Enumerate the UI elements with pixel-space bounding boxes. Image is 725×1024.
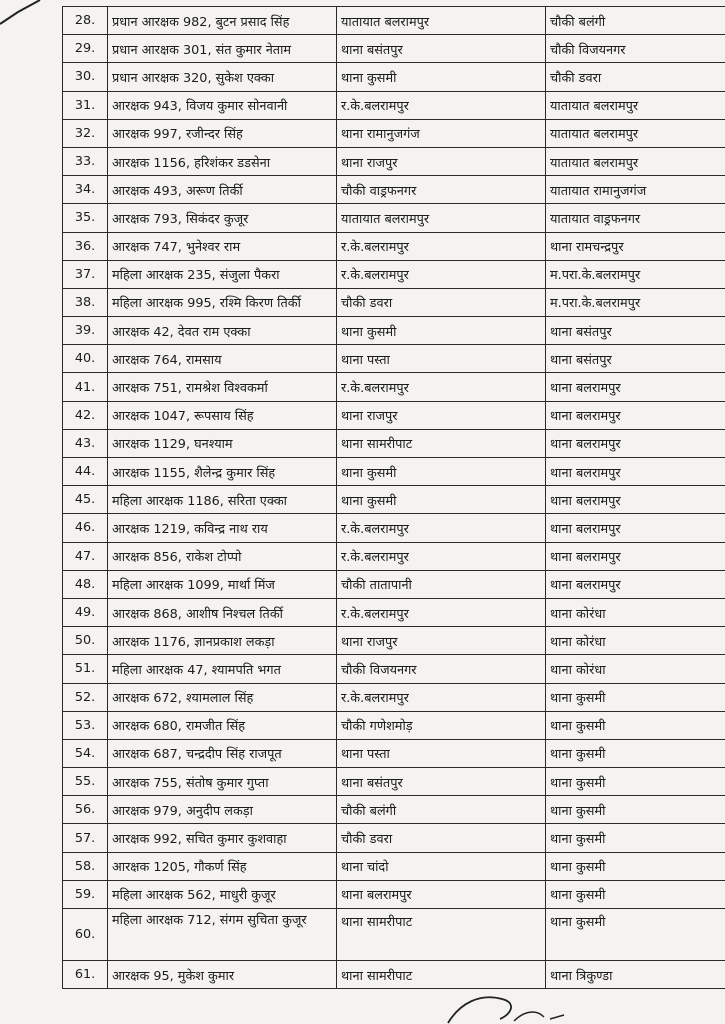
serial-number-cell: 44. xyxy=(63,458,108,486)
current-posting-cell: र.के.बलरामपुर xyxy=(337,542,546,570)
new-posting-cell: थाना बलरामपुर xyxy=(546,429,725,457)
table-row xyxy=(63,909,725,961)
serial-number-cell: 50. xyxy=(63,627,108,655)
current-posting-cell: चौकी गणेशमोड़ xyxy=(337,711,546,739)
serial-number-cell: 29. xyxy=(63,35,108,63)
table-row xyxy=(63,627,725,655)
table-row xyxy=(63,260,725,288)
new-posting-cell: थाना कुसमी xyxy=(546,739,725,767)
employee-name-cell: आरक्षक 755, संतोष कुमार गुप्ता xyxy=(108,768,337,796)
employee-name-cell: आरक्षक 1129, घनश्याम xyxy=(108,429,337,457)
current-posting-cell: थाना कुसमी xyxy=(337,63,546,91)
serial-number-cell: 36. xyxy=(63,232,108,260)
new-posting-cell: थाना कुसमी xyxy=(546,711,725,739)
new-posting-cell: थाना बसंतपुर xyxy=(546,317,725,345)
new-posting-cell: चौकी बलंगी xyxy=(546,7,725,35)
serial-number-cell: 40. xyxy=(63,345,108,373)
serial-number-cell: 34. xyxy=(63,176,108,204)
current-posting-cell: चौकी बलंगी xyxy=(337,796,546,824)
employee-name-cell: आरक्षक 793, सिकंदर कुजूर xyxy=(108,204,337,232)
new-posting-cell: थाना बलरामपुर xyxy=(546,373,725,401)
serial-number-cell: 37. xyxy=(63,260,108,288)
current-posting-cell: थाना राजपुर xyxy=(337,627,546,655)
employee-name-cell: आरक्षक 751, रामश्रेश विश्वकर्मा xyxy=(108,373,337,401)
new-posting-cell: यातायात बलरामपुर xyxy=(546,119,725,147)
serial-number-cell: 46. xyxy=(63,514,108,542)
current-posting-cell: थाना चांदो xyxy=(337,852,546,880)
new-posting-cell: थाना बलरामपुर xyxy=(546,514,725,542)
current-posting-cell: थाना पस्ता xyxy=(337,345,546,373)
table-row xyxy=(63,91,725,119)
employee-name-cell: आरक्षक 764, रामसाय xyxy=(108,345,337,373)
current-posting-cell: र.के.बलरामपुर xyxy=(337,514,546,542)
serial-number-cell: 49. xyxy=(63,598,108,626)
employee-name-cell: आरक्षक 95, मुकेश कुमार xyxy=(108,961,337,989)
new-posting-cell: थाना त्रिकुण्डा xyxy=(546,961,725,989)
table-row xyxy=(63,739,725,767)
serial-number-cell: 45. xyxy=(63,486,108,514)
table-row xyxy=(63,514,725,542)
current-posting-cell: थाना कुसमी xyxy=(337,458,546,486)
current-posting-cell: थाना बसंतपुर xyxy=(337,768,546,796)
current-posting-cell: र.के.बलरामपुर xyxy=(337,260,546,288)
serial-number-cell: 35. xyxy=(63,204,108,232)
new-posting-cell: यातायात बलरामपुर xyxy=(546,147,725,175)
current-posting-cell: थाना राजपुर xyxy=(337,147,546,175)
new-posting-cell: थाना कुसमी xyxy=(546,880,725,908)
employee-name-cell: आरक्षक 493, अरूण तिर्की xyxy=(108,176,337,204)
current-posting-cell: थाना कुसमी xyxy=(337,317,546,345)
serial-number-cell: 55. xyxy=(63,768,108,796)
table-row xyxy=(63,7,725,35)
table-row xyxy=(63,542,725,570)
employee-name-cell: आरक्षक 856, राकेश टोप्पो xyxy=(108,542,337,570)
table-row xyxy=(63,176,725,204)
table-row xyxy=(63,147,725,175)
serial-number-cell: 42. xyxy=(63,401,108,429)
serial-number-cell: 52. xyxy=(63,683,108,711)
new-posting-cell: यातायात वाड्रफनगर xyxy=(546,204,725,232)
serial-number-cell: 57. xyxy=(63,824,108,852)
serial-number-cell: 43. xyxy=(63,429,108,457)
table-row xyxy=(63,486,725,514)
employee-name-cell: महिला आरक्षक 995, रश्मि किरण तिर्की xyxy=(108,288,337,316)
current-posting-cell: र.के.बलरामपुर xyxy=(337,373,546,401)
employee-name-cell: आरक्षक 747, भुनेश्वर राम xyxy=(108,232,337,260)
employee-name-cell: आरक्षक 979, अनुदीप लकड़ा xyxy=(108,796,337,824)
current-posting-cell: र.के.बलरामपुर xyxy=(337,91,546,119)
current-posting-cell: चौकी वाड्रफनगर xyxy=(337,176,546,204)
serial-number-cell: 58. xyxy=(63,852,108,880)
employee-name-cell: आरक्षक 1176, ज्ञानप्रकाश लकड़ा xyxy=(108,627,337,655)
employee-name-cell: प्रधान आरक्षक 320, सुकेश एक्का xyxy=(108,63,337,91)
serial-number-cell: 30. xyxy=(63,63,108,91)
serial-number-cell: 51. xyxy=(63,655,108,683)
new-posting-cell: थाना कुसमी xyxy=(546,796,725,824)
serial-number-cell: 28. xyxy=(63,7,108,35)
employee-name-cell: आरक्षक 868, आशीष निश्चल तिर्की xyxy=(108,598,337,626)
serial-number-cell: 33. xyxy=(63,147,108,175)
current-posting-cell: चौकी डवरा xyxy=(337,288,546,316)
serial-number-cell: 61. xyxy=(63,961,108,989)
new-posting-cell: थाना कोरंधा xyxy=(546,655,725,683)
current-posting-cell: थाना पस्ता xyxy=(337,739,546,767)
new-posting-cell: थाना कुसमी xyxy=(546,768,725,796)
current-posting-cell: चौकी तातापानी xyxy=(337,570,546,598)
new-posting-cell: थाना कुसमी xyxy=(546,824,725,852)
employee-name-cell: महिला आरक्षक 47, श्यामपति भगत xyxy=(108,655,337,683)
new-posting-cell: यातायात बलरामपुर xyxy=(546,91,725,119)
new-posting-cell: यातायात रामानुजगंज xyxy=(546,176,725,204)
table-row xyxy=(63,458,725,486)
new-posting-cell: थाना कुसमी xyxy=(546,909,725,961)
new-posting-cell: थाना बलरामपुर xyxy=(546,486,725,514)
new-posting-cell: थाना कुसमी xyxy=(546,683,725,711)
table-row xyxy=(63,401,725,429)
employee-name-cell: महिला आरक्षक 562, माधुरी कुजूर xyxy=(108,880,337,908)
serial-number-cell: 48. xyxy=(63,570,108,598)
table-row xyxy=(63,655,725,683)
employee-name-cell: आरक्षक 1047, रूपसाय सिंह xyxy=(108,401,337,429)
employee-name-cell: आरक्षक 680, रामजीत सिंह xyxy=(108,711,337,739)
current-posting-cell: थाना सामरीपाट xyxy=(337,961,546,989)
new-posting-cell: म.परा.के.बलरामपुर xyxy=(546,260,725,288)
table-row xyxy=(63,429,725,457)
serial-number-cell: 39. xyxy=(63,317,108,345)
new-posting-cell: थाना कोरंधा xyxy=(546,627,725,655)
employee-name-cell: आरक्षक 1205, गौकर्ण सिंह xyxy=(108,852,337,880)
table-row xyxy=(63,796,725,824)
table-row xyxy=(63,345,725,373)
table-row xyxy=(63,232,725,260)
new-posting-cell: थाना कुसमी xyxy=(546,852,725,880)
employee-name-cell: प्रधान आरक्षक 301, संत कुमार नेताम xyxy=(108,35,337,63)
current-posting-cell: थाना कुसमी xyxy=(337,486,546,514)
table-row xyxy=(63,373,725,401)
serial-number-cell: 32. xyxy=(63,119,108,147)
new-posting-cell: चौकी डवरा xyxy=(546,63,725,91)
employee-name-cell: आरक्षक 42, देवत राम एक्का xyxy=(108,317,337,345)
new-posting-cell: म.परा.के.बलरामपुर xyxy=(546,288,725,316)
employee-name-cell: प्रधान आरक्षक 982, बुटन प्रसाद सिंह xyxy=(108,7,337,35)
serial-number-cell: 47. xyxy=(63,542,108,570)
serial-number-cell: 41. xyxy=(63,373,108,401)
table-row xyxy=(63,711,725,739)
handwritten-signature xyxy=(440,985,580,1024)
current-posting-cell: थाना राजपुर xyxy=(337,401,546,429)
page-corner-mark xyxy=(0,0,60,30)
table-row xyxy=(63,598,725,626)
table-row xyxy=(63,35,725,63)
employee-name-cell: आरक्षक 992, सचित कुमार कुशवाहा xyxy=(108,824,337,852)
employee-name-cell: आरक्षक 1155, शैलेन्द्र कुमार सिंह xyxy=(108,458,337,486)
table-row xyxy=(63,880,725,908)
new-posting-cell: थाना रामचन्द्रपुर xyxy=(546,232,725,260)
current-posting-cell: र.के.बलरामपुर xyxy=(337,232,546,260)
current-posting-cell: चौकी विजयनगर xyxy=(337,655,546,683)
employee-name-cell: आरक्षक 1156, हरिशंकर डडसेना xyxy=(108,147,337,175)
employee-name-cell: आरक्षक 687, चन्द्रदीप सिंह राजपूत xyxy=(108,739,337,767)
table-row xyxy=(63,570,725,598)
transfer-list-table xyxy=(62,6,725,989)
new-posting-cell: थाना बलरामपुर xyxy=(546,401,725,429)
table-row xyxy=(63,288,725,316)
table-row xyxy=(63,824,725,852)
current-posting-cell: थाना बलरामपुर xyxy=(337,880,546,908)
new-posting-cell: थाना बसंतपुर xyxy=(546,345,725,373)
current-posting-cell: थाना सामरीपाट xyxy=(337,909,546,961)
employee-name-cell: महिला आरक्षक 1186, सरिता एक्का xyxy=(108,486,337,514)
serial-number-cell: 53. xyxy=(63,711,108,739)
table-row xyxy=(63,63,725,91)
current-posting-cell: थाना रामानुजगंज xyxy=(337,119,546,147)
table-row xyxy=(63,119,725,147)
transfer-list-body xyxy=(63,7,725,989)
new-posting-cell: चौकी विजयनगर xyxy=(546,35,725,63)
current-posting-cell: थाना बसंतपुर xyxy=(337,35,546,63)
employee-name-cell: आरक्षक 672, श्यामलाल सिंह xyxy=(108,683,337,711)
current-posting-cell: यातायात बलरामपुर xyxy=(337,204,546,232)
table-row xyxy=(63,204,725,232)
new-posting-cell: थाना कोरंधा xyxy=(546,598,725,626)
current-posting-cell: र.के.बलरामपुर xyxy=(337,598,546,626)
employee-name-cell: महिला आरक्षक 235, संजुला पैकरा xyxy=(108,260,337,288)
employee-name-cell: महिला आरक्षक 1099, मार्था मिंज xyxy=(108,570,337,598)
serial-number-cell: 59. xyxy=(63,880,108,908)
employee-name-cell: आरक्षक 943, विजय कुमार सोनवानी xyxy=(108,91,337,119)
serial-number-cell: 31. xyxy=(63,91,108,119)
serial-number-cell: 54. xyxy=(63,739,108,767)
employee-name-cell: आरक्षक 1219, कविन्द्र नाथ राय xyxy=(108,514,337,542)
current-posting-cell: चौकी डवरा xyxy=(337,824,546,852)
serial-number-cell: 56. xyxy=(63,796,108,824)
current-posting-cell: यातायात बलरामपुर xyxy=(337,7,546,35)
table-row xyxy=(63,852,725,880)
employee-name-cell: महिला आरक्षक 712, संगम सुचिता कुजूर xyxy=(108,909,337,961)
table-row xyxy=(63,317,725,345)
table-row xyxy=(63,961,725,989)
employee-name-cell: आरक्षक 997, रजीन्दर सिंह xyxy=(108,119,337,147)
serial-number-cell: 60. xyxy=(63,909,108,961)
new-posting-cell: थाना बलरामपुर xyxy=(546,570,725,598)
table-row xyxy=(63,683,725,711)
serial-number-cell: 38. xyxy=(63,288,108,316)
current-posting-cell: र.के.बलरामपुर xyxy=(337,683,546,711)
new-posting-cell: थाना बलरामपुर xyxy=(546,458,725,486)
current-posting-cell: थाना सामरीपाट xyxy=(337,429,546,457)
table-row xyxy=(63,768,725,796)
new-posting-cell: थाना बलरामपुर xyxy=(546,542,725,570)
